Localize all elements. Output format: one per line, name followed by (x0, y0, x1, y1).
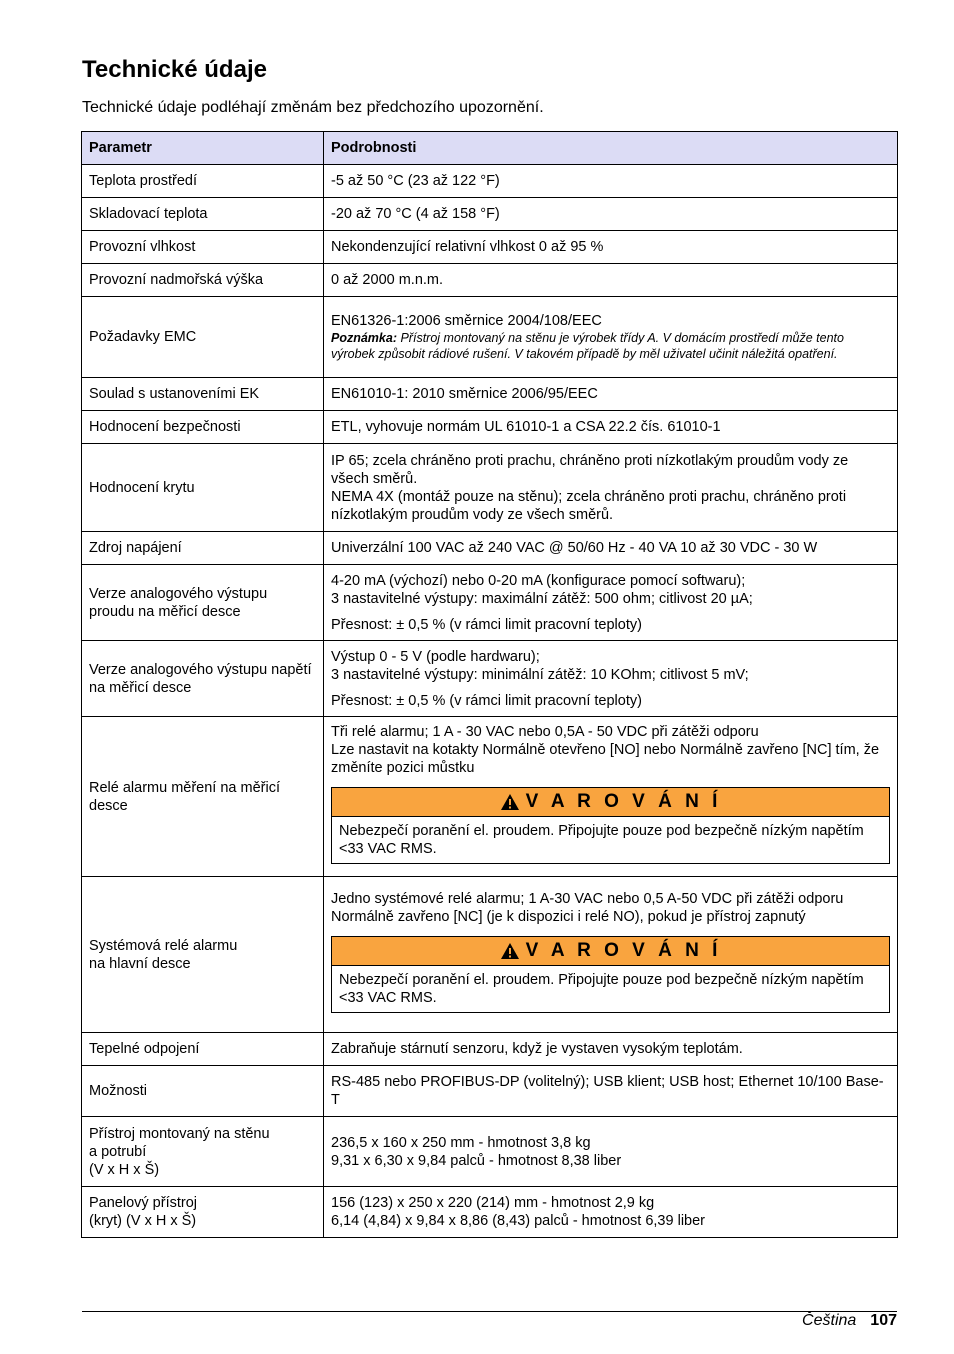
table-row (82, 717, 898, 877)
param-cell: Provozní nadmořská výška (82, 264, 324, 297)
note-label: Poznámka: (331, 331, 397, 345)
param-line: na hlavní desce (89, 955, 191, 972)
table-row (82, 297, 898, 378)
param-cell: Verze analogového výstupu proudu na měřicí desce (82, 565, 324, 641)
detail-cell: EN61010-1: 2010 směrnice 2006/95/EEC (324, 378, 898, 411)
warning-text: Nebezpečí poranění el. proudem. Připojujte pouze pod bezpečně nízkým napětím <33 VAC RMS. (339, 823, 864, 857)
table-row (82, 231, 898, 264)
detail-line: Normálně zavřeno [NC] (je k dispozici i relé NO), pokud je přístroj zapnutý (331, 909, 806, 925)
warning-triangle-icon (500, 942, 520, 960)
table-row (82, 411, 898, 444)
table-row (82, 641, 898, 717)
detail-cell: Nekondenzující relativní vlhkost 0 až 95 % (324, 231, 898, 264)
table-row (82, 1117, 898, 1187)
detail-cell: -20 až 70 °C (4 až 158 °F) (324, 198, 898, 231)
warning-title: V A R O V Á N Í (525, 791, 722, 812)
param-line: a potrubí (89, 1143, 147, 1160)
param-cell: Požadavky EMC (82, 297, 324, 378)
param-cell: Tepelné odpojení (82, 1033, 324, 1066)
param-cell: Zdroj napájení (82, 532, 324, 565)
detail-cell: 0 až 2000 m.n.m. (324, 264, 898, 297)
detail-cell: Univerzální 100 VAC až 240 VAC @ 50/60 Hz - 40 VA 10 až 30 VDC - 30 W (324, 532, 898, 565)
detail-cell (324, 1117, 898, 1187)
detail-cell (324, 877, 898, 1033)
table-row (82, 264, 898, 297)
table-row (82, 378, 898, 411)
detail-line: 4-20 mA (výchozí) nebo 0-20 mA (konfigurace pomocí softwaru); (331, 572, 746, 589)
param-cell (82, 1187, 324, 1238)
detail-line: 6,14 (4,84) x 9,84 x 8,86 (8,43) palců - hmotnost 6,39 liber (331, 1213, 705, 1229)
detail-line: Lze nastavit na kotakty Normálně otevřeno [NO] nebo Normálně zavřeno [NC] tím, že změníte pozici můstku (331, 742, 880, 776)
detail-line: IP 65; zcela chráněno proti prachu, chráněno proti nízkotlakým proudům vody ze všech směrů. (331, 452, 849, 487)
param-line: Panelový přístroj (89, 1195, 197, 1211)
detail-line: Výstup 0 - 5 V (podle hardwaru); (331, 648, 540, 665)
param-cell: Možnosti (82, 1066, 324, 1117)
accuracy-line: Přesnost: ± 0,5 % (v rámci limit pracovní teploty) (331, 692, 642, 709)
footer-divider (82, 1311, 897, 1312)
detail-line: Tři relé alarmu; 1 A - 30 VAC nebo 0,5A - 50 VDC při zátěži odporu (331, 724, 759, 740)
detail-line: 3 nastavitelné výstupy: minimální zátěž: 10 KOhm; citlivost 5 mV; (331, 666, 749, 683)
detail-line: 156 (123) x 250 x 220 (214) mm - hmotnost 2,9 kg (331, 1195, 655, 1211)
param-line: (V x H x Š) (89, 1161, 160, 1178)
detail-line: NEMA 4X (montáž pouze na stěnu); zcela chráněno proti prachu, chráněno proti nízkotlakým proudům vody ze všech směrů. (331, 488, 847, 523)
detail-cell (324, 565, 898, 641)
note-text: Přístroj montovaný na stěnu je výrobek třídy A. V domácím prostředí může tento výrobek způsobit rádiové rušení. V takovém případě by měl uživatel učinit náležitá opatření. (331, 331, 844, 361)
param-line: (kryt) (V x H x Š) (89, 1213, 197, 1229)
param-cell: Teplota prostředí (82, 165, 324, 198)
table-row (82, 198, 898, 231)
table-row (82, 444, 898, 532)
detail-cell (324, 1187, 898, 1238)
warning-box (331, 787, 890, 864)
detail-line: 3 nastavitelné výstupy: maximální zátěž: 500 ohm; citlivost 20 µA; (331, 590, 753, 607)
page-number: 107 (870, 1312, 897, 1329)
detail-cell (324, 717, 898, 877)
table-row (82, 1187, 898, 1238)
detail-cell (324, 641, 898, 717)
table-row (82, 165, 898, 198)
detail-cell (324, 297, 898, 378)
accuracy-line: Přesnost: ± 0,5 % (v rámci limit pracovní teploty) (331, 616, 642, 633)
param-cell: Soulad s ustanoveními EK (82, 378, 324, 411)
detail-cell (324, 444, 898, 532)
spec-table (81, 131, 898, 1238)
detail-cell: RS-485 nebo PROFIBUS-DP (volitelný); USB klient; USB host; Ethernet 10/100 Base-T (324, 1066, 898, 1117)
note (331, 330, 890, 362)
detail-cell: ETL, vyhovuje normám UL 61010-1 a CSA 22.2 čís. 61010-1 (324, 411, 898, 444)
param-cell (82, 877, 324, 1033)
table-row (82, 1033, 898, 1066)
param-cell (82, 1117, 324, 1187)
table-row (82, 532, 898, 565)
param-line: Přístroj montovaný na stěnu (89, 1125, 270, 1142)
warning-box (331, 936, 890, 1013)
warning-text: Nebezpečí poranění el. proudem. Připojujte pouze pod bezpečně nízkým napětím <33 VAC RMS. (339, 972, 864, 1006)
detail-line: 236,5 x 160 x 250 mm - hmotnost 3,8 kg (331, 1134, 591, 1151)
warning-title: V A R O V Á N Í (525, 940, 722, 961)
table-header-row (82, 132, 898, 165)
table-row (82, 565, 898, 641)
warning-header (332, 788, 889, 817)
param-cell: Provozní vlhkost (82, 231, 324, 264)
warning-header (332, 937, 889, 966)
detail-line: Jedno systémové relé alarmu; 1 A-30 VAC nebo 0,5 A-50 VDC při zátěži odporu (331, 891, 844, 907)
param-cell: Relé alarmu měření na měřicí desce (82, 717, 324, 877)
param-cell: Verze analogového výstupu napětí na měřicí desce (82, 641, 324, 717)
page-footer (802, 1312, 897, 1330)
detail-cell: Zabraňuje stárnutí senzoru, když je vystaven vysokým teplotám. (324, 1033, 898, 1066)
warning-triangle-icon (500, 793, 520, 811)
intro-text: Technické údaje podléhají změnám bez předchozího upozornění. (82, 99, 544, 116)
detail-line: EN61326-1:2006 směrnice 2004/108/EEC (331, 313, 602, 329)
detail-line: 9,31 x 6,30 x 9,84 palců - hmotnost 8,38 liber (331, 1152, 622, 1169)
param-line: Systémová relé alarmu (89, 937, 238, 954)
table-row (82, 1066, 898, 1117)
footer-language: Čeština (802, 1312, 857, 1329)
header-podrobnosti: Podrobnosti (324, 132, 898, 165)
page-title: Technické údaje (82, 56, 267, 83)
param-cell: Hodnocení bezpečnosti (82, 411, 324, 444)
header-parametr: Parametr (82, 132, 324, 165)
detail-cell: -5 až 50 °C (23 až 122 °F) (324, 165, 898, 198)
param-cell: Hodnocení krytu (82, 444, 324, 532)
table-row (82, 877, 898, 1033)
param-cell: Skladovací teplota (82, 198, 324, 231)
